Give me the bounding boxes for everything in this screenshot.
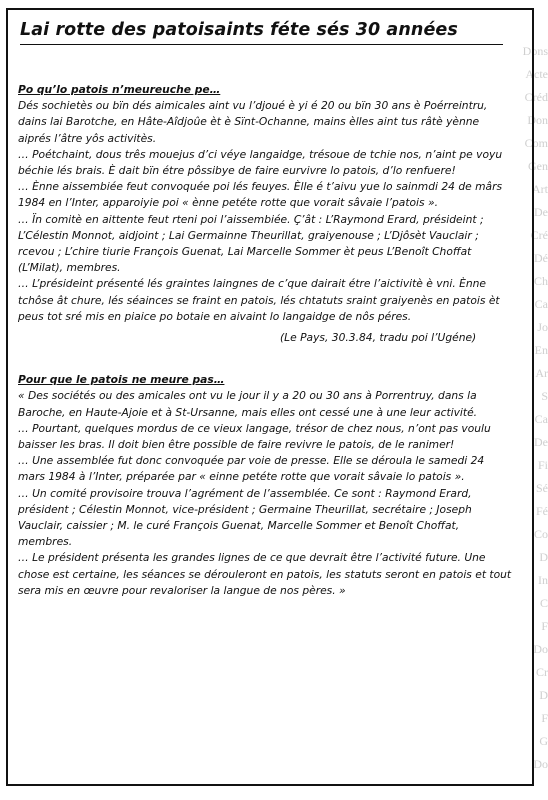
french-heading: Pour que le patois ne meure pas… <box>18 373 225 387</box>
patois-paragraph-5: … L’présideint présenté lés graintes laingnes de c’que dairait étre l’aictivitè è vni. Ènne tchôse ât chure, lés séainces se fraint en patois, lés chtatuts sraint graiyenès en patois èt peus tot sré mis en piaice po botaie en aivaint lo langaidge de nôs péres. <box>18 277 500 323</box>
french-paragraph-5: … Le président présenta les grandes lignes de ce que devrait être l’activité future. Une chose est certaine, les séances se dérouleront en patois, les statuts seront en patois et tout sera mis en œuvre pour revaloriser la langue de nos pères. » <box>18 551 512 597</box>
patois-paragraph-3: … Ènne aissembiée feut convoquée poi lés feuyes. Èlle é t’aivu yue lo sainmdi 24 de mârs 1984 en l’Inter, apparoiyie poi « ènne petéte rotte que vorait sâvaie l’patois ». <box>18 180 503 210</box>
french-paragraph-1: « Des sociétés ou des amicales ont vu le jour il y a 20 ou 30 ans à Porrentruy, dans la Baroche, en Haute-Ajoie et à St-Ursanne, mais elles ont cessé une à une leur activité. <box>18 389 478 419</box>
french-paragraph-3: … Une assemblée fut donc convoquée par voie de presse. Elle se déroula le samedi 24 mars 1984 à l’Inter, préparée par « einne petéte rotte que vorait sâvaie lo patois ». <box>18 454 485 484</box>
patois-section <box>18 82 514 346</box>
article-body <box>18 82 514 599</box>
french-section <box>18 372 514 599</box>
title-underline <box>20 44 503 45</box>
bleed-through-text: Dons Acte Créd Don Com Gen Art De Cré Dé Ch Ca Jo En Ar S Ca De Fi Sé Fé Co D In C F Do Cr D F G Do <box>522 44 548 771</box>
section-spacer <box>18 346 514 372</box>
patois-heading: Po qu’lo patois n’meureuche pe… <box>18 83 221 96</box>
article-title: Lai rotte des patoisaints féte sés 30 années <box>20 20 458 40</box>
source-citation: (Le Pays, 30.3.84, tradu poi l’Ugéne) <box>280 331 477 345</box>
french-paragraph-2: … Pourtant, quelques mordus de ce vieux langage, trésor de chez nous, n’ont pas voulu baisser les bras. Il doit bien être possible de faire revivre le patois, de le ranimer! <box>18 421 491 452</box>
patois-paragraph-2: … Poétchaint, dous três mouejus d’ci véye langaidge, trésoue de tchie nos, n’aint pe voyu béchie lés brais. È dait bïn étre pôssibye de faire eurvivre lo patois, d’lo renfuere! <box>18 147 503 178</box>
patois-paragraph-1: Dés sochietès ou bïn dés aimicales aint vu l’djoué è yi é 20 ou bïn 30 ans è Poérreintru, dains lai Barotche, en Hâte-Aîdjoûe èt è Sïnt-Ochanne, mains èlles aint tus râtè yènne aiprés l’âtre yôs activitès. <box>18 99 488 145</box>
patois-paragraph-4: … Ïn comitè en aittente feut rteni poi l’aissembiée. Ç’ât : L’Raymond Erard, présideint ; L’Célestin Monnot, aidjoint ; Lai Germainne Theurillat, graiyenouse ; L’Djôsèt Vauclair ; rcevou ; L’chire tiurie François Guenat, Lai Marcelle Sommer èt peus L’Benoît Choffat (L’Milat), membres. <box>18 212 484 275</box>
french-paragraph-4: … Un comité provisoire trouva l’agrément de l’assemblée. Ce sont : Raymond Erard, président ; Célestin Monnot, vice-président ; Germaine Theurillat, secrétaire ; Joseph Vauclair, caissier ; M. le curé François Guenat, Marcelle Sommer et Benoît Choffat, membres. <box>18 486 472 549</box>
